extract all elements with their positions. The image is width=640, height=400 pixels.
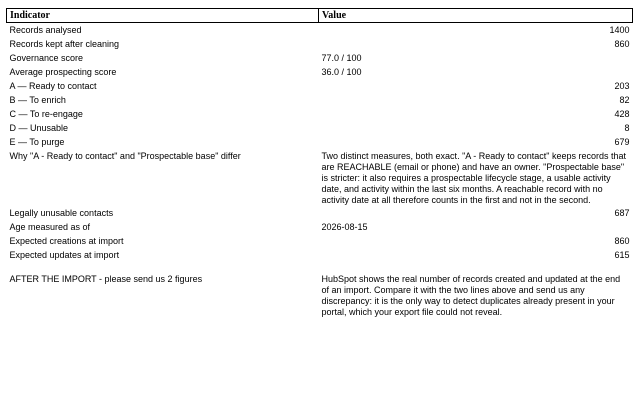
- row-label[interactable]: Age measured as of: [9, 221, 91, 232]
- row-label[interactable]: AFTER THE IMPORT - please send us 2 figures: [9, 273, 203, 284]
- row-value[interactable]: 428: [614, 108, 630, 119]
- spreadsheet: [6, 8, 632, 318]
- row-value[interactable]: 2026-08-15: [321, 221, 368, 232]
- table-row: [7, 272, 633, 318]
- row-value[interactable]: HubSpot shows the real number of records created and updated at the end of an import. Compare it with the two lines above and send us any discrepancy: it is the only way to detect duplicates already present in your portal, which your export file could not reveal.: [321, 273, 621, 317]
- table-row: [7, 220, 633, 234]
- row-value[interactable]: [319, 262, 633, 272]
- row-value[interactable]: 679: [614, 136, 630, 147]
- row-label[interactable]: Why "A - Ready to contact" and "Prospectable base" differ: [9, 150, 241, 161]
- table-row: [7, 234, 633, 248]
- row-label[interactable]: Records analysed: [9, 25, 82, 35]
- row-label[interactable]: E — To purge: [9, 136, 65, 147]
- row-label[interactable]: Governance score: [9, 52, 84, 63]
- row-value[interactable]: 8: [624, 122, 630, 133]
- row-value[interactable]: 77.0 / 100: [321, 52, 362, 63]
- indicator-table: [6, 8, 633, 318]
- table-row: [7, 248, 633, 262]
- table-row: [7, 79, 633, 93]
- row-value[interactable]: Two distinct measures, both exact. "A - Ready to contact" keeps records that are REACHABLE (email or phone) and have an owner. "Prospectable base" is stricter: it also requires a prospectable lifecycle stage, a usable activity date, and activity within the last six months. A reachable record with no activity date at all therefore counts in the first and not in the second.: [321, 150, 627, 205]
- table-row: [7, 206, 633, 220]
- row-label[interactable]: C — To re-engage: [9, 108, 83, 119]
- row-value[interactable]: 82: [619, 94, 630, 105]
- header-value[interactable]: Value: [319, 9, 633, 23]
- row-value[interactable]: 615: [614, 249, 630, 260]
- row-label[interactable]: Expected updates at import: [9, 249, 120, 260]
- row-label[interactable]: A — Ready to contact: [9, 80, 97, 91]
- table-row: [7, 121, 633, 135]
- table-row: [7, 51, 633, 65]
- empty-row: [7, 262, 633, 272]
- row-label[interactable]: Average prospecting score: [9, 66, 117, 77]
- row-value[interactable]: 36.0 / 100: [321, 66, 362, 77]
- row-value[interactable]: 1400: [609, 25, 630, 35]
- table-row: [7, 93, 633, 107]
- row-label[interactable]: Expected creations at import: [9, 235, 124, 246]
- row-value[interactable]: 203: [614, 80, 630, 91]
- table-row: [7, 37, 633, 51]
- header-row: [7, 9, 633, 23]
- row-label[interactable]: B — To enrich: [9, 94, 66, 105]
- row-label[interactable]: Records kept after cleaning: [9, 38, 120, 49]
- row-label[interactable]: [7, 262, 319, 272]
- row-label[interactable]: Legally unusable contacts: [9, 207, 114, 218]
- table-row: [7, 23, 633, 37]
- row-value[interactable]: 687: [614, 207, 630, 218]
- table-row: [7, 65, 633, 79]
- table-row: [7, 107, 633, 121]
- row-value[interactable]: 860: [614, 38, 630, 49]
- header-indicator[interactable]: Indicator: [7, 9, 319, 23]
- table-row: [7, 135, 633, 149]
- row-value[interactable]: 860: [614, 235, 630, 246]
- table-row: [7, 149, 633, 206]
- row-label[interactable]: D — Unusable: [9, 122, 69, 133]
